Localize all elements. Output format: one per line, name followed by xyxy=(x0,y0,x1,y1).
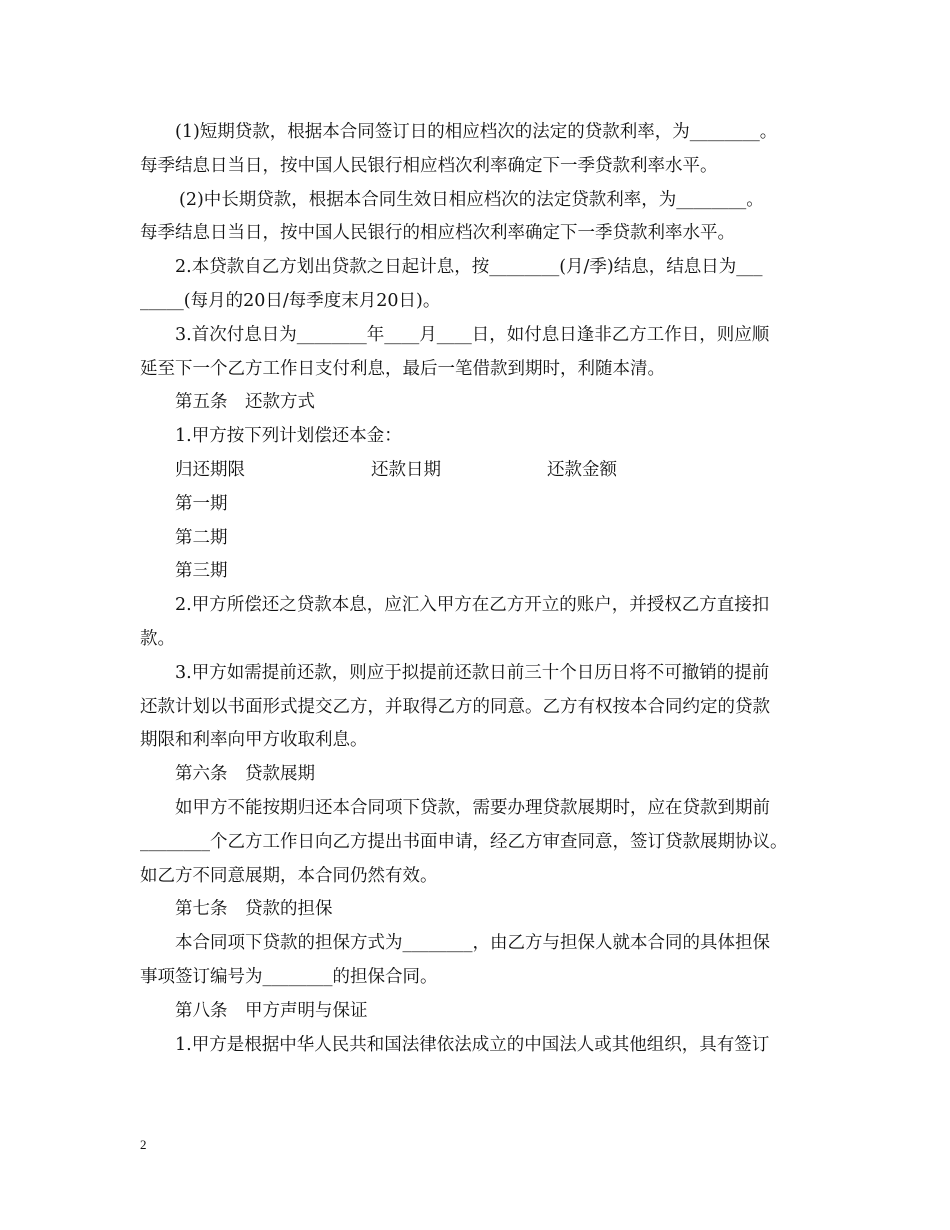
repayment-row-3: 第三期 xyxy=(175,561,228,582)
clause-extension: 如甲方不能按期归还本合同项下贷款，需要办理贷款展期时，应在贷款到期前 xyxy=(175,797,770,818)
section-heading-article-7: 第七条 贷款的担保 xyxy=(175,899,333,920)
clause-guarantee-cont: 事项签订编号为________的担保合同。 xyxy=(140,966,438,987)
clause-extension-cont-1: ________个乙方工作日向乙方提出书面申请，经乙方审查同意，签订贷款展期协议。 xyxy=(140,831,788,852)
clause-long-term-rate-cont: 每季结息日当日，按中国人民银行的相应档次利率确定下一季贷款利率水平。 xyxy=(140,223,735,244)
section-heading-article-8: 第八条 甲方声明与保证 xyxy=(175,1000,368,1021)
clause-interest-start-cont: _____(每月的20日/每季度末月20日)。 xyxy=(140,290,441,311)
clause-repayment-account-cont: 款。 xyxy=(140,628,175,649)
clause-short-term-rate-cont: 每季结息日当日，按中国人民银行相应档次利率确定下一季贷款利率水平。 xyxy=(140,155,718,176)
repayment-header-date: 还款日期 xyxy=(371,459,441,480)
clause-guarantee: 本合同项下贷款的担保方式为________，由乙方与担保人就本合同的具体担保 xyxy=(175,933,770,954)
clause-short-term-rate: (1)短期贷款，根据本合同签订日的相应档次的法定的贷款利率，为________。 xyxy=(175,122,778,142)
clause-early-repayment-cont-2: 期限和利率向甲方收取利息。 xyxy=(140,730,368,751)
repayment-header-term: 归还期限 xyxy=(175,459,245,480)
clause-interest-start: 2.本贷款自乙方划出贷款之日起计息，按________(月/季)结息，结息日为___ xyxy=(175,257,763,278)
clause-extension-cont-2: 如乙方不同意展期，本合同仍然有效。 xyxy=(140,865,438,886)
section-heading-article-6: 第六条 贷款展期 xyxy=(175,764,315,785)
clause-early-repayment-cont-1: 还款计划以书面形式提交乙方，并取得乙方的同意。乙方有权按本合同约定的贷款 xyxy=(140,696,770,717)
clause-repayment-plan: 1.甲方按下列计划偿还本金： xyxy=(175,426,402,447)
clause-first-payment: 3.首次付息日为________年____月____日，如付息日逢非乙方工作日，则应顺 xyxy=(175,324,770,345)
clause-early-repayment: 3.甲方如需提前还款，则应于拟提前还款日前三十个日历日将不可撤销的提前 xyxy=(175,662,770,683)
document-body xyxy=(140,116,815,1062)
repayment-table-header-row xyxy=(140,454,815,488)
clause-repayment-account: 2.甲方所偿还之贷款本息，应汇入甲方在乙方开立的账户，并授权乙方直接扣 xyxy=(175,595,770,616)
clause-first-payment-cont: 延至下一个乙方工作日支付利息，最后一笔借款到期时，利随本清。 xyxy=(140,358,665,379)
repayment-row-2: 第二期 xyxy=(175,527,228,548)
repayment-row-1: 第一期 xyxy=(175,493,228,514)
clause-declaration: 1.甲方是根据中华人民共和国法律依法成立的中国法人或其他组织，具有签订 xyxy=(175,1034,770,1055)
section-heading-article-5: 第五条 还款方式 xyxy=(175,392,315,413)
page-number: 2 xyxy=(140,1137,147,1152)
repayment-header-amount: 还款金额 xyxy=(547,459,617,480)
clause-long-term-rate: (2)中长期贷款，根据本合同生效日相应档次的法定贷款利率，为________。 xyxy=(179,189,764,210)
